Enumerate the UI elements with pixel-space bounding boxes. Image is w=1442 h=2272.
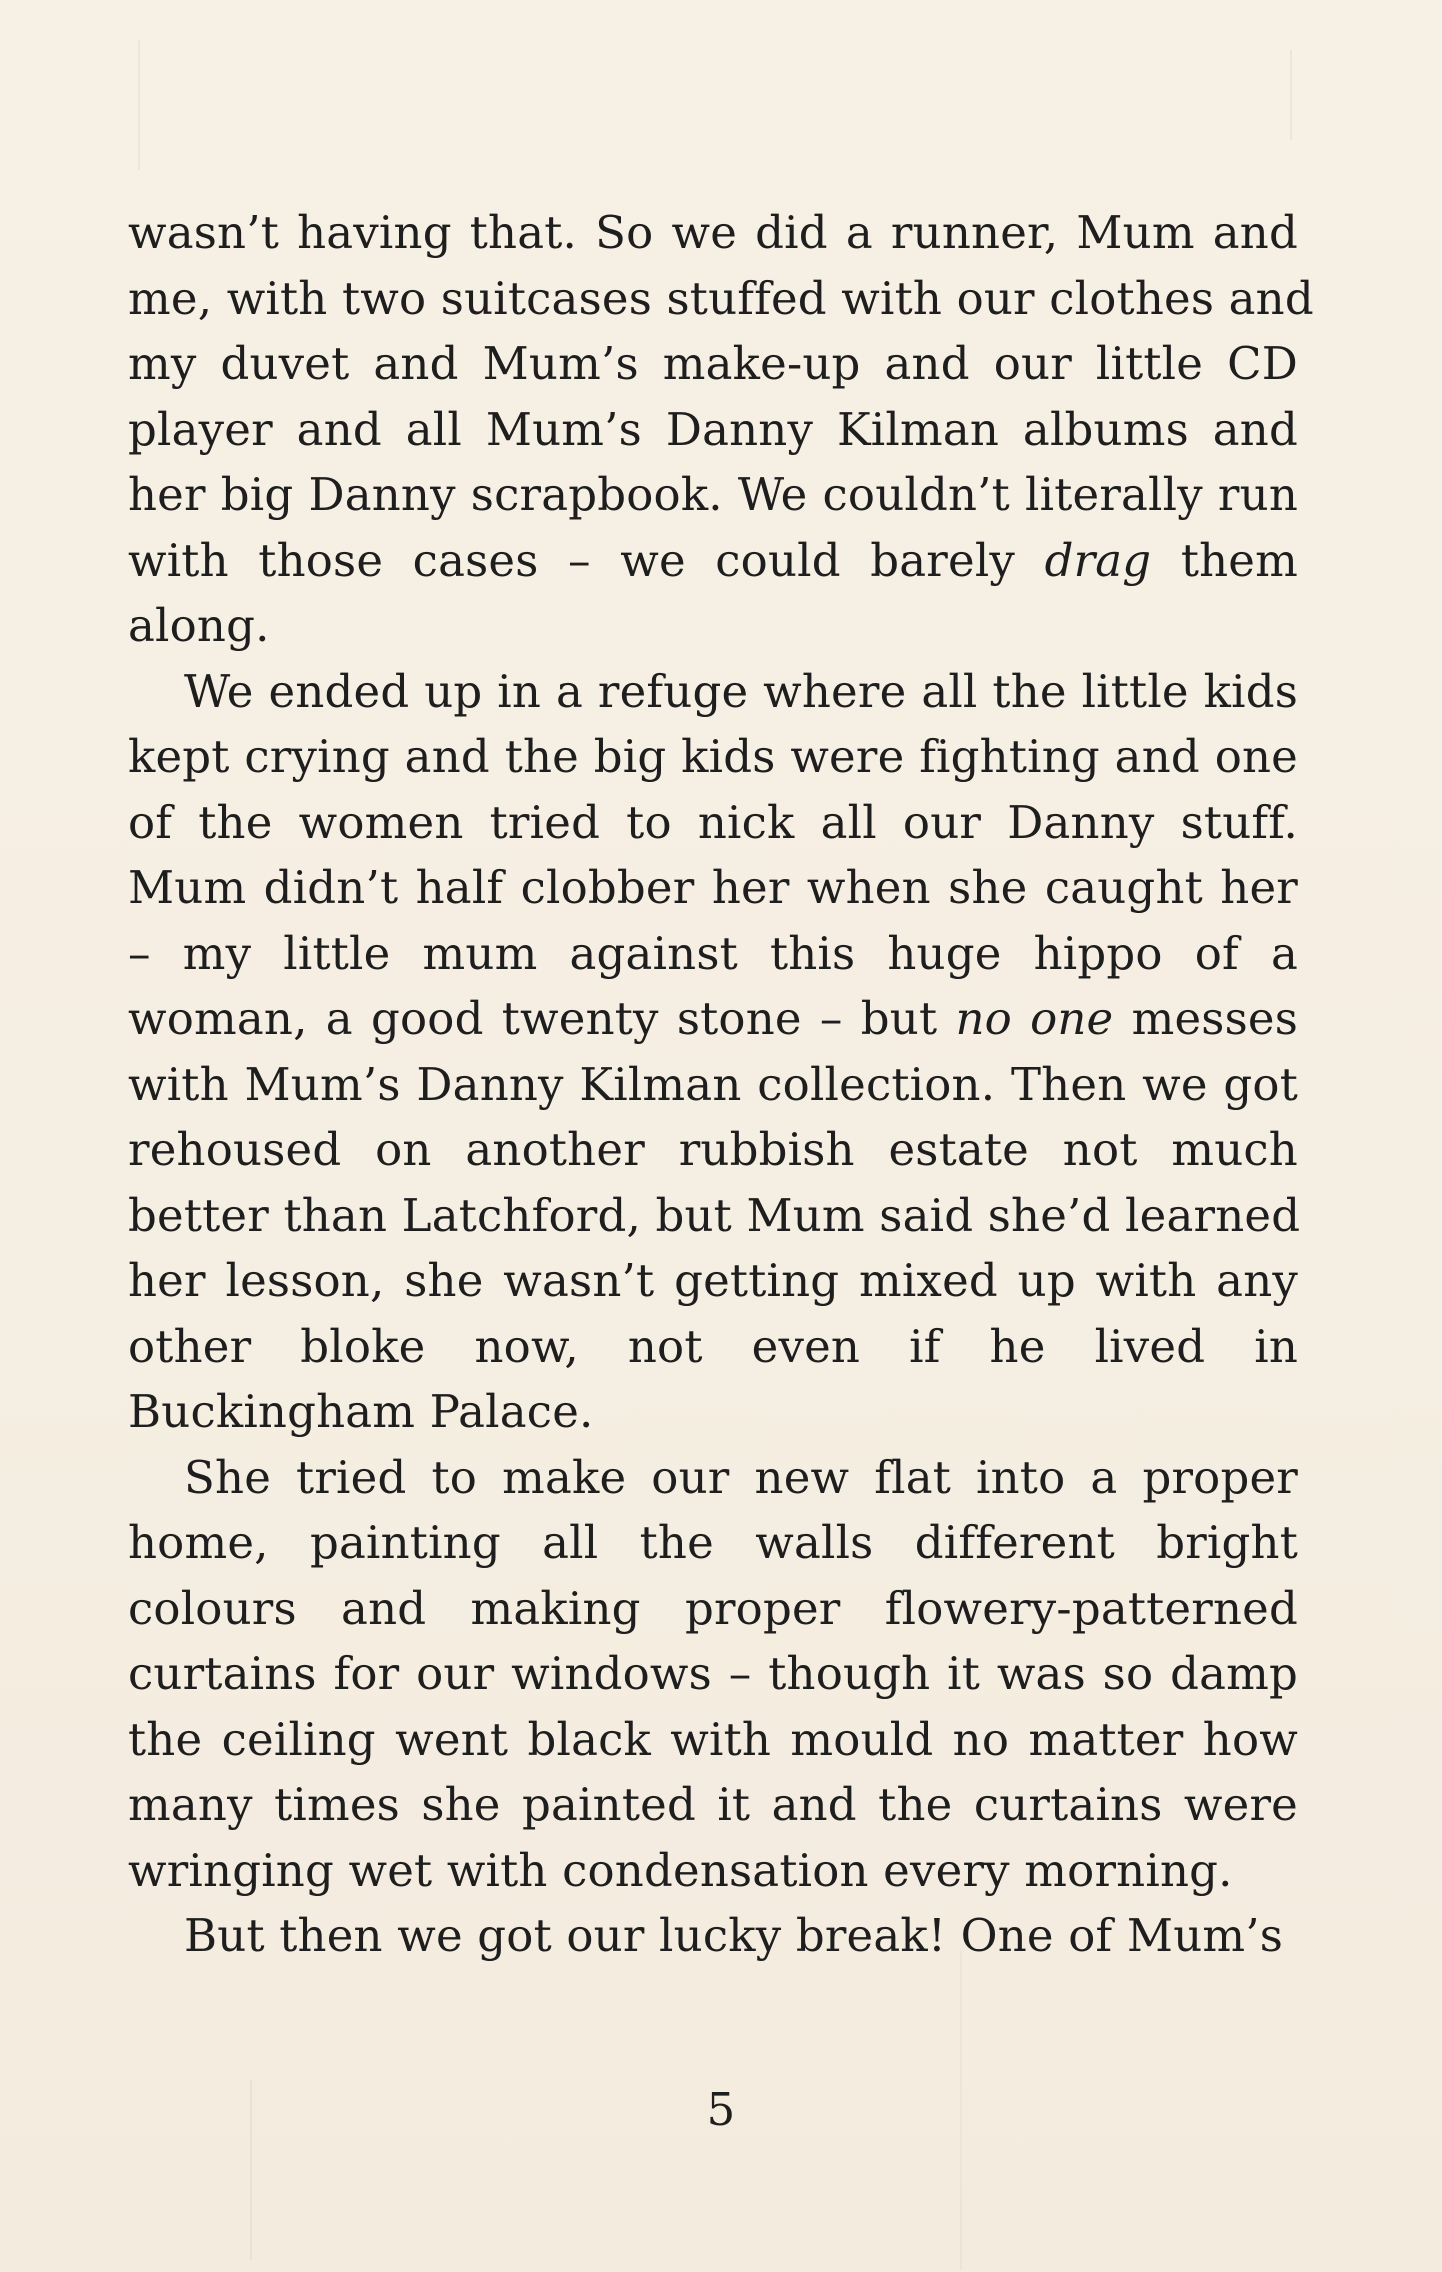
text-line: Mum didn’t half clobber her when she caught her [128, 861, 1298, 914]
text-line: colours and making proper flowery-patterned [128, 1581, 1298, 1635]
text-line: better than Latchford, but Mum said she’d learned [128, 1188, 1301, 1242]
text-line: – my little mum against this huge hippo of a [128, 926, 1298, 980]
text-line: wringing wet with condensation every morning. [128, 1843, 1233, 1897]
paper-crease [1290, 50, 1292, 140]
text-line: We ended up in a refuge where all the little kids [184, 664, 1298, 718]
text-line: wasn’t having that. So we did a runner, Mum and [128, 206, 1298, 259]
text-line: her big Danny scrapbook. We couldn’t literally run [128, 468, 1298, 521]
text-line: But then we got our lucky break! One of Mum’s [184, 1909, 1284, 1962]
text-line: of the women tried to nick all our Danny stuff. [128, 795, 1298, 849]
emphasis: no one [955, 992, 1114, 1045]
text-line: home, painting all the walls different bright [128, 1516, 1298, 1569]
text-line: rehoused on another rubbish estate not much [128, 1123, 1298, 1176]
text-line: the ceiling went black with mould no matter how [128, 1712, 1298, 1766]
body-text [128, 200, 1314, 1969]
text-line: with those cases – we could barely drag them [128, 533, 1298, 587]
text-line: kept crying and the big kids were fighting and one [128, 730, 1298, 783]
text-line: player and all Mum’s Danny Kilman albums and [128, 402, 1298, 456]
text-line: woman, a good twenty stone – but no one messes [128, 992, 1298, 1045]
emphasis: drag [1044, 533, 1152, 587]
text-line: She tried to make our new flat into a proper [184, 1450, 1298, 1504]
text-line: my duvet and Mum’s make-up and our little CD [128, 337, 1298, 390]
text-line: other bloke now, not even if he lived in [128, 1319, 1298, 1373]
page-number: 5 [706, 2083, 736, 2136]
text-line: her lesson, she wasn’t getting mixed up with any [128, 1254, 1298, 1307]
text-line: with Mum’s Danny Kilman collection. Then we got [128, 1057, 1298, 1111]
paper-crease [138, 40, 140, 170]
text-line: Buckingham Palace. [128, 1385, 594, 1438]
text-line: many times she painted it and the curtains were [128, 1778, 1298, 1831]
text-line: curtains for our windows – though it was so damp [128, 1647, 1298, 1700]
text-line: along. [128, 599, 270, 652]
text-line: me, with two suitcases stuffed with our clothes and [128, 271, 1314, 325]
